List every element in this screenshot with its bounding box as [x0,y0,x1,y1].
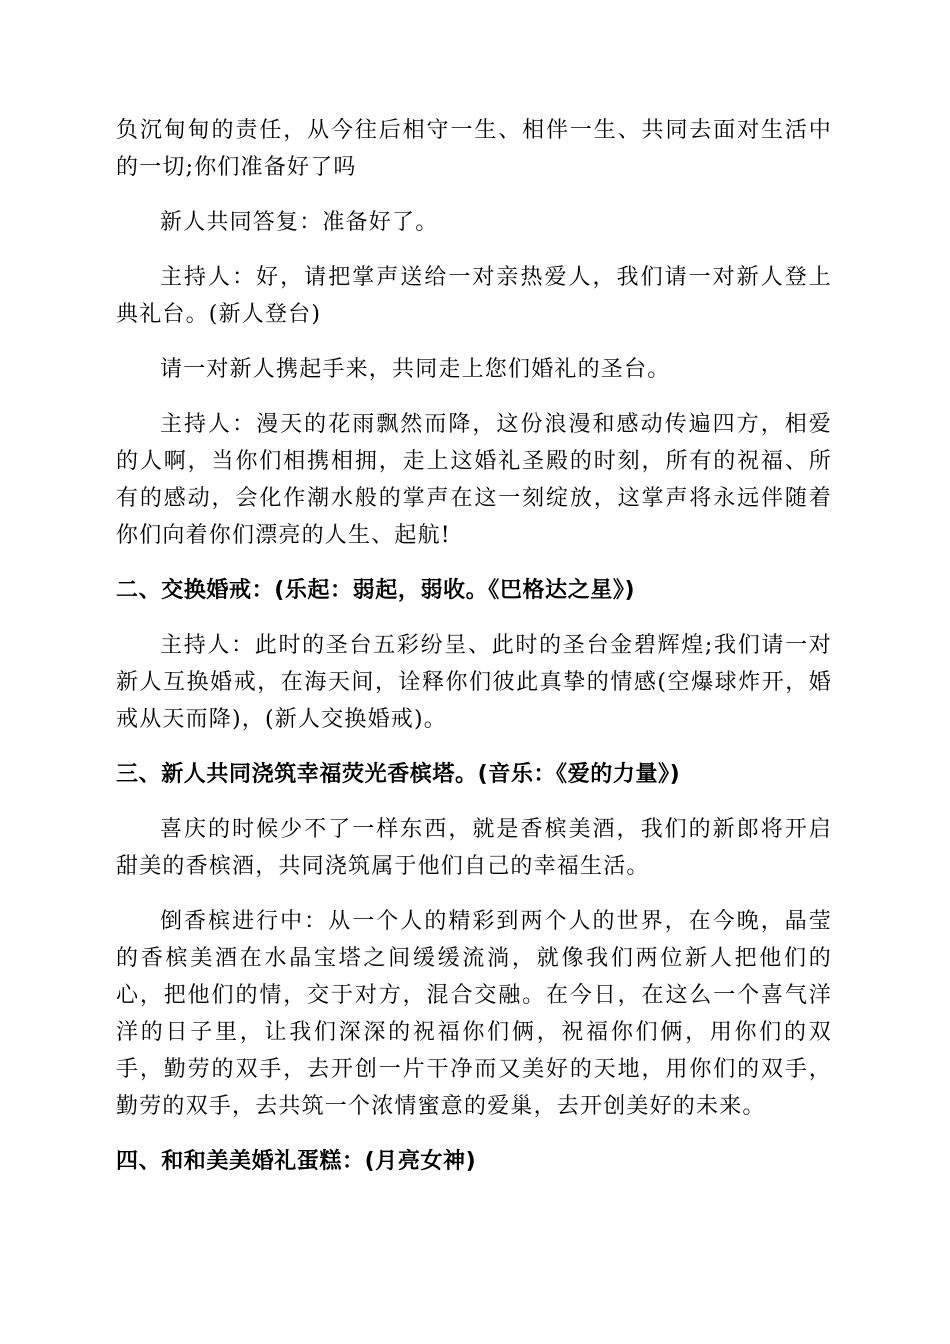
paragraph-continuation: 负沉甸甸的责任，从今往后相守一生、相伴一生、共同去面对生活中的一切;你们准备好了吗 [116,118,832,180]
paragraph-host-ring-exchange: 主持人：此时的圣台五彩纷呈、此时的圣台金碧辉煌;我们请一对新人互换婚戒，在海天间，诠释你们彼此真挚的情感(空爆球炸开，婚戒从天而降)，(新人交换婚戒)。 [116,633,832,732]
section-heading-wedding-cake: 四、和和美美婚礼蛋糕：(月亮女神) [116,1149,477,1174]
paragraph-host-flower-rain: 主持人：漫天的花雨飘然而降，这份浪漫和感动传遍四方，相爱的人啊，当你们相携相拥，走上这婚礼圣殿的时刻，所有的祝福、所有的感动，会化作潮水般的掌声在这一刻绽放，这掌声将永远伴随着你们向着你们漂亮的人生、起航! [116,412,832,548]
paragraph-host-invite-stage: 主持人：好，请把掌声送给一对亲热爱人，我们请一对新人登上典礼台。(新人登台) [116,265,832,327]
document-body [116,112,832,1198]
section-heading-champagne-tower: 三、新人共同浇筑幸福荧光香槟塔。(音乐：《爱的力量》) [116,762,681,787]
paragraph-couple-reply: 新人共同答复：准备好了。 [160,210,439,235]
paragraph-champagne-intro: 喜庆的时候少不了一样东西，就是香槟美酒，我们的新郎将开启甜美的香槟酒，共同浇筑属于他们自己的幸福生活。 [116,817,832,879]
paragraph-hand-in-hand: 请一对新人携起手来，共同走上您们婚礼的圣台。 [160,357,671,382]
paragraph-champagne-pouring: 倒香槟进行中：从一个人的精彩到两个人的世界，在今晚，晶莹的香槟美酒在水晶宝塔之间缓缓流淌，就像我们两位新人把他们的心，把他们的情，交于对方，混合交融。在今日，在这么一个喜气洋洋的日子里，让我们深深的祝福你们俩，祝福你们俩，用你们的双手，勤劳的双手，去开创一片干净而又美好的天地，用你们的双手，勤劳的双手，去共筑一个浓情蜜意的爱巢，去开创美好的未来。 [116,909,832,1119]
section-heading-ring-exchange: 二、交换婚戒：(乐起：弱起，弱收。《巴格达之星》) [116,578,636,603]
